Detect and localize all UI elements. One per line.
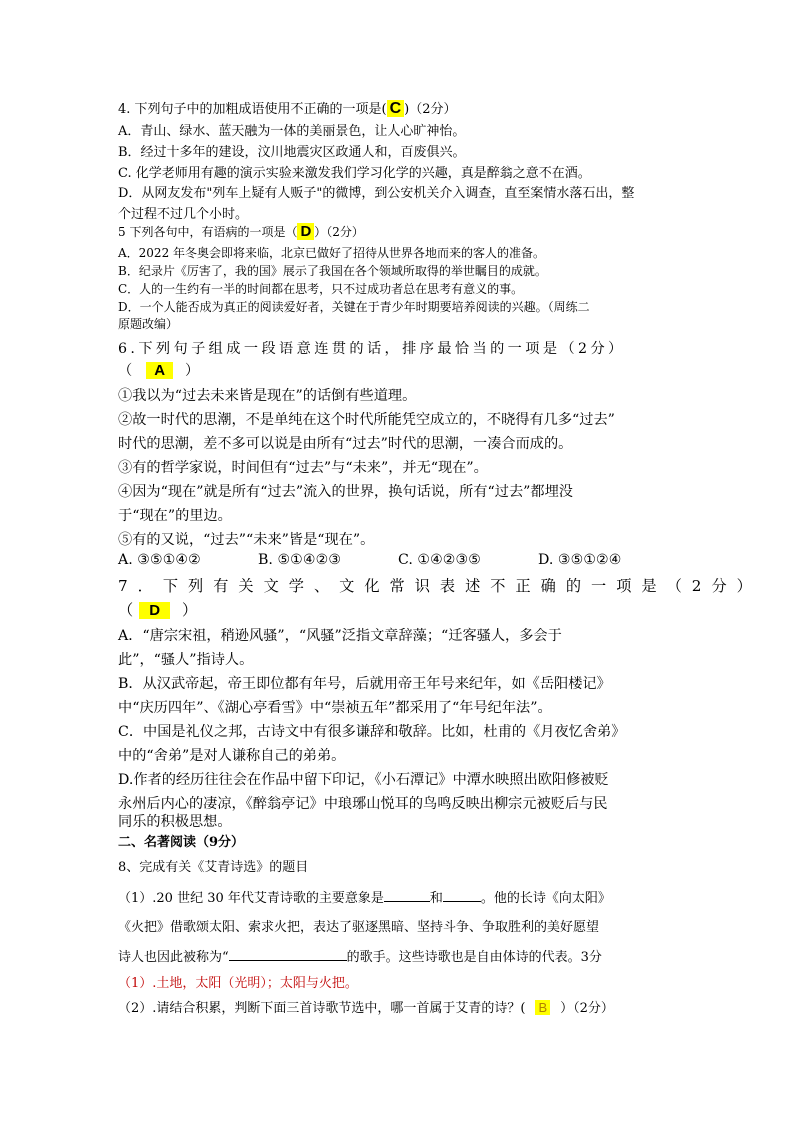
q8-part2-answer: B [535, 1000, 550, 1015]
q4-answer: C [387, 100, 405, 117]
q7-answer-line: （ D ） [118, 601, 198, 619]
q8-part1-answer: （1）.土地，太阳（光明）；太阳与火把。 [118, 976, 358, 991]
q8-blank-2[interactable] [443, 887, 481, 902]
q7-option: 中的“舍弟”是对人谦称自己的弟弟。 [118, 748, 346, 764]
q7-option: A．“唐宗宋祖，稍逊风骚”，“风骚”泛指文章辞藻；“迁客骚人，多会于 [118, 628, 562, 644]
q8-part1-line1: （1）.20 世纪 30 年代艾青诗歌的主要意象是 和 。他的长诗《向太阳》 [118, 887, 611, 906]
q8-part1-line3: 诗人也因此被称为“ 的歌手。这些诗歌也是自由体诗的代表。3分 [118, 946, 602, 965]
q5-option: C．人的一生约有一半的时间都在思考，只不过成功者总在思考有意义的事。 [118, 282, 524, 296]
q4-option: A．青山、绿水、蓝天融为一体的美丽景色，让人心旷神怡。 [118, 124, 466, 139]
q5-option: A．2022 年冬奥会即将来临，北京已做好了招待从世界各地而来的客人的准备。 [118, 246, 546, 260]
q4-stem: 4. 下列句子中的加粗成语使用不正确的一项是( C )（2分） [118, 100, 457, 117]
q6-choice: D. ③⑤①②④ [538, 552, 622, 568]
q7-option: 永州后内心的凄凉，《醉翁亭记》中琅琊山悦耳的鸟鸣反映出柳宗元被贬后与民 [118, 796, 608, 812]
q7-option: C．中国是礼仪之邦，古诗文中有很多谦辞和敬辞。比如，杜甫的《月夜忆舍弟》 [118, 724, 626, 740]
q6-sentence: ③有的哲学家说，时间但有“过去”与“未来”，并无“现在”。 [118, 460, 488, 476]
q4-option: C. 化学老师用有趣的演示实验来激发我们学习化学的兴趣，真是醉翁之意不在酒。 [118, 166, 591, 181]
q7-answer: D [139, 602, 170, 619]
q5-stem: 5 下列各句中，有语病的一项是（ D ）（2分） [118, 223, 364, 240]
q6-answer: A [146, 362, 173, 379]
q6-sentence: 于“现在”的里边。 [118, 508, 232, 524]
section-2-title: 二、名著阅读（9分） [118, 835, 245, 850]
q6-choice: A. ③⑤①④② [118, 552, 201, 568]
q4-option: D．从网友发布"列车上疑有人贩子"的微博，到公安机关介入调查，直至案情水落石出，整 [118, 186, 635, 201]
q6-choices [118, 552, 621, 568]
q7-option: 中“庆历四年”、《湖心亭看雪》中“崇祯五年”都采用了“年号纪年法”。 [118, 700, 552, 716]
q6-stem: 6.下列句子组成一段语意连贯的话，排序最恰当的一项是（2分） [118, 341, 626, 357]
q7-option: 此”，“骚人”指诗人。 [118, 652, 254, 668]
q5-option: 原题改编） [118, 317, 179, 331]
q8-blank-3[interactable] [229, 946, 347, 961]
q4-option: 个过程不过几个小时。 [118, 207, 249, 222]
q5-option: D．一个人能否成为真正的阅读爱好者，关键在于青少年时期要培养阅读的兴趣。（周练二 [118, 300, 590, 314]
q6-sentence: ②故一时代的思潮，不是单纯在这个时代所能凭空成立的，不晓得有几多“过去” [118, 412, 615, 428]
q5-answer: D [297, 223, 314, 240]
q6-sentence: ④因为“现在”就是所有“过去”流入的世界，换句话说，所有“过去”都埋没 [118, 484, 573, 500]
q7-option: D.作者的经历往往会在作品中留下印记，《小石潭记》中潭水映照出欧阳修被贬 [118, 772, 609, 788]
q8-blank-1[interactable] [384, 887, 430, 902]
q8-part2-stem: （2）.请结合积累，判断下面三首诗歌节选中，哪一首属于艾青的诗？( B ）（2分） [118, 1000, 614, 1016]
q6-sentence: ⑤有的又说，“过去”“未来”皆是“现在”。 [118, 532, 375, 548]
q6-choice: C. ①④②③⑤ [398, 552, 481, 568]
q8-part1-line2: 《火把》借歌颂太阳、索求火把，表达了驱逐黑暗、坚持斗争、争取胜利的美好愿望 [118, 920, 600, 935]
q6-sentence: ①我以为“过去未来皆是现在”的话倒有些道理。 [118, 388, 417, 404]
q6-choice: B. ⑤①④②③ [258, 552, 342, 568]
q6-sentence: 时代的思潮，差不多可以说是由所有“过去”时代的思潮，一凑合而成的。 [118, 436, 573, 452]
q8-stem: 8、完成有关《艾青诗选》的题目 [118, 860, 309, 875]
q7-stem: 7．下列有关文学、文化常识表述不正确的一项是（2分） [118, 577, 762, 595]
q7-option: 同乐的积极思想。 [118, 814, 232, 830]
q5-option: B．纪录片《厉害了，我的国》展示了我国在各个领域所取得的举世瞩目的成就。 [118, 264, 547, 278]
q4-option: B．经过十多年的建设，汶川地震灾区政通人和，百废俱兴。 [118, 145, 466, 160]
q6-answer-line: （ A ） [118, 362, 200, 379]
q7-option: B．从汉武帝起，帝王即位都有年号，后就用帝王年号来纪年，如《岳阳楼记》 [118, 676, 611, 692]
